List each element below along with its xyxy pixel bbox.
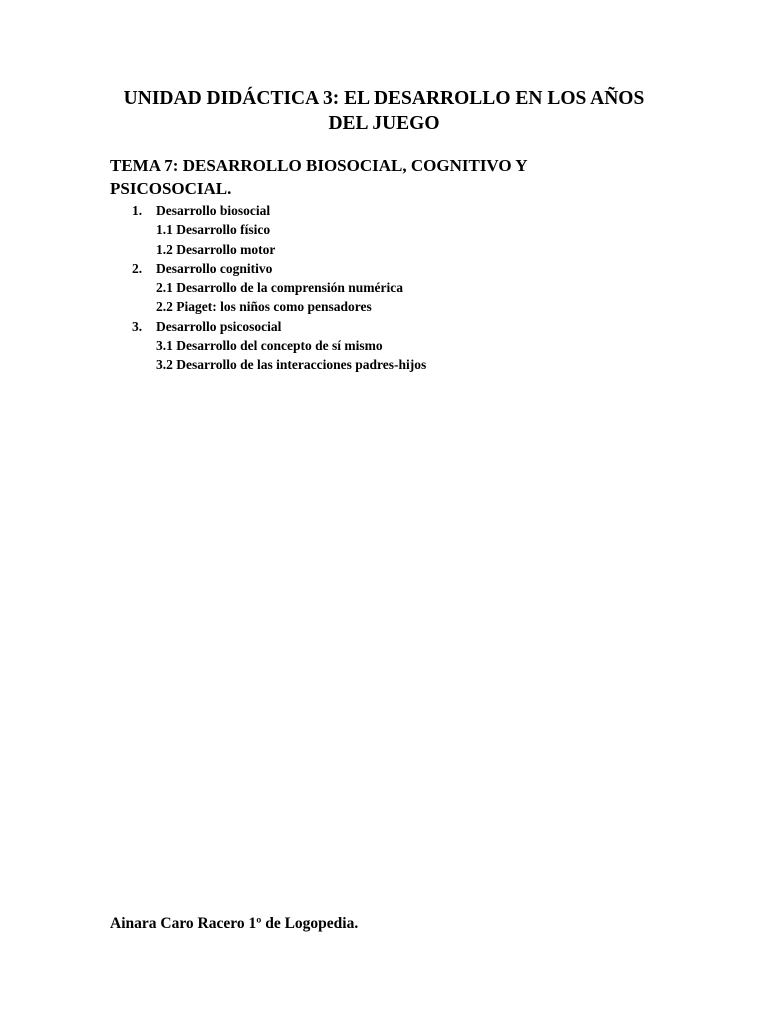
toc-subsection: 2.2 Piaget: los niños como pensadores	[156, 299, 372, 315]
toc-section-number: 3.	[132, 318, 143, 334]
toc-section	[110, 259, 670, 317]
toc-section	[110, 201, 670, 259]
toc-subsection: 1.1 Desarrollo físico	[156, 222, 271, 238]
toc-subsection: 1.2 Desarrollo motor	[156, 241, 276, 257]
toc-section-row	[110, 317, 670, 336]
table-of-contents	[110, 201, 670, 375]
toc-section-label: Desarrollo biosocial	[156, 203, 271, 218]
toc-section-label: Desarrollo psicosocial	[156, 318, 282, 334]
toc-subsection: 3.1 Desarrollo del concepto de sí mismo	[156, 338, 383, 354]
toc-section-number: 1.	[132, 203, 143, 218]
topic-heading: TEMA 7: DESARROLLO BIOSOCIAL, COGNITIVO Y PSICOSOCIAL.	[110, 156, 527, 198]
document-title: UNIDAD DIDÁCTICA 3: EL DESARROLLO EN LOS AÑOS DEL JUEGO	[123, 88, 645, 134]
toc-section-row	[110, 201, 670, 220]
toc-section-row	[110, 259, 670, 278]
toc-section-number: 2.	[132, 260, 143, 276]
toc-subsection: 3.2 Desarrollo de las interacciones padres-hijos	[156, 357, 427, 373]
toc-subsection: 2.1 Desarrollo de la comprensión numérica	[156, 280, 403, 296]
toc-section	[110, 317, 670, 375]
toc-section-label: Desarrollo cognitivo	[156, 260, 273, 276]
author-line: Ainara Caro Racero 1º de Logopedia.	[110, 915, 359, 932]
